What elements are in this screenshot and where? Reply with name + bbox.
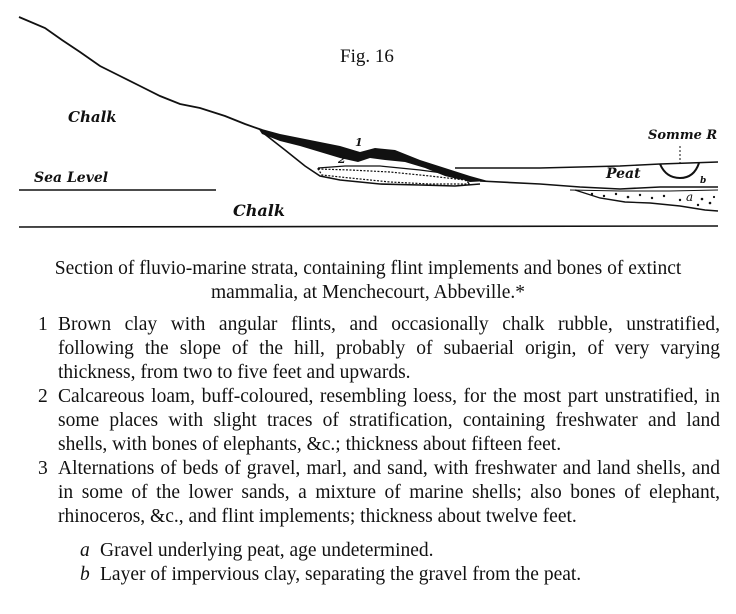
- somme-river-channel: [660, 163, 699, 178]
- legend-number: 1: [38, 314, 48, 335]
- hill-slope-line: [19, 17, 262, 130]
- figure-title: Fig. 16: [340, 46, 394, 67]
- valley-surface-line: [455, 162, 718, 168]
- legend-subtext: Gravel underlying peat, age undetermined.: [100, 540, 434, 561]
- figure-caption: [0, 257, 736, 305]
- legend-number: 3: [38, 458, 48, 479]
- legend-letter: b: [80, 564, 90, 585]
- legend-subitems: [80, 539, 720, 587]
- legend-text: Alternations of beds of gravel, marl, and sand, with freshwater and land shells, and in some of the lower sands, a mixture of marine shells; also bones of elephant, rhinoceros, &c., and flint implements; thickness about twelve feet.: [58, 458, 720, 527]
- label-layer-b: b: [700, 176, 707, 186]
- label-layer-a: a: [686, 190, 694, 204]
- label-chalk-lower: Chalk: [233, 201, 285, 220]
- legend-list: [38, 313, 720, 587]
- legend-subitem-a: [80, 539, 720, 563]
- legend-item-2: [38, 385, 720, 457]
- legend-text: Brown clay with angular flints, and occasionally chalk rubble, unstratified, following the slope of the hill, probably of subaerial origin, of very varying thickness, from two to five feet and upwards.: [58, 314, 720, 383]
- legend-item-1: [38, 313, 720, 385]
- legend-letter: a: [80, 540, 90, 561]
- legend-subitem-b: [80, 563, 720, 587]
- legend-subtext: Layer of impervious clay, separating the gravel from the peat.: [100, 564, 582, 585]
- base-line: [19, 226, 718, 227]
- legend-item-3: [38, 457, 720, 529]
- geological-section-figure: [0, 0, 736, 240]
- label-layer-1: 1: [355, 136, 363, 149]
- layer-b-clay-line: [570, 190, 718, 191]
- label-chalk-upper: Chalk: [68, 108, 117, 126]
- caption-line-1: Section of fluvio-marine strata, containing flint implements and bones of extinct: [54, 258, 682, 279]
- label-sea-level: Sea Level: [34, 170, 109, 186]
- label-layer-2: 2: [338, 153, 346, 166]
- label-peat: Peat: [606, 166, 641, 182]
- legend-number: 2: [38, 386, 48, 407]
- peat-base-line: [480, 181, 718, 189]
- caption-line-2: mammalia, at Menchecourt, Abbeville.*: [210, 282, 526, 303]
- layer-a-gravel-base: [575, 190, 718, 211]
- label-somme-river: Somme R: [648, 128, 718, 143]
- legend-text: Calcareous loam, buff-coloured, resembling loess, for the most part unstratified, in some places with slight traces of stratification, containing freshwater and land shells, with bones of elephants, &c.; thickness about fifteen feet.: [58, 386, 720, 455]
